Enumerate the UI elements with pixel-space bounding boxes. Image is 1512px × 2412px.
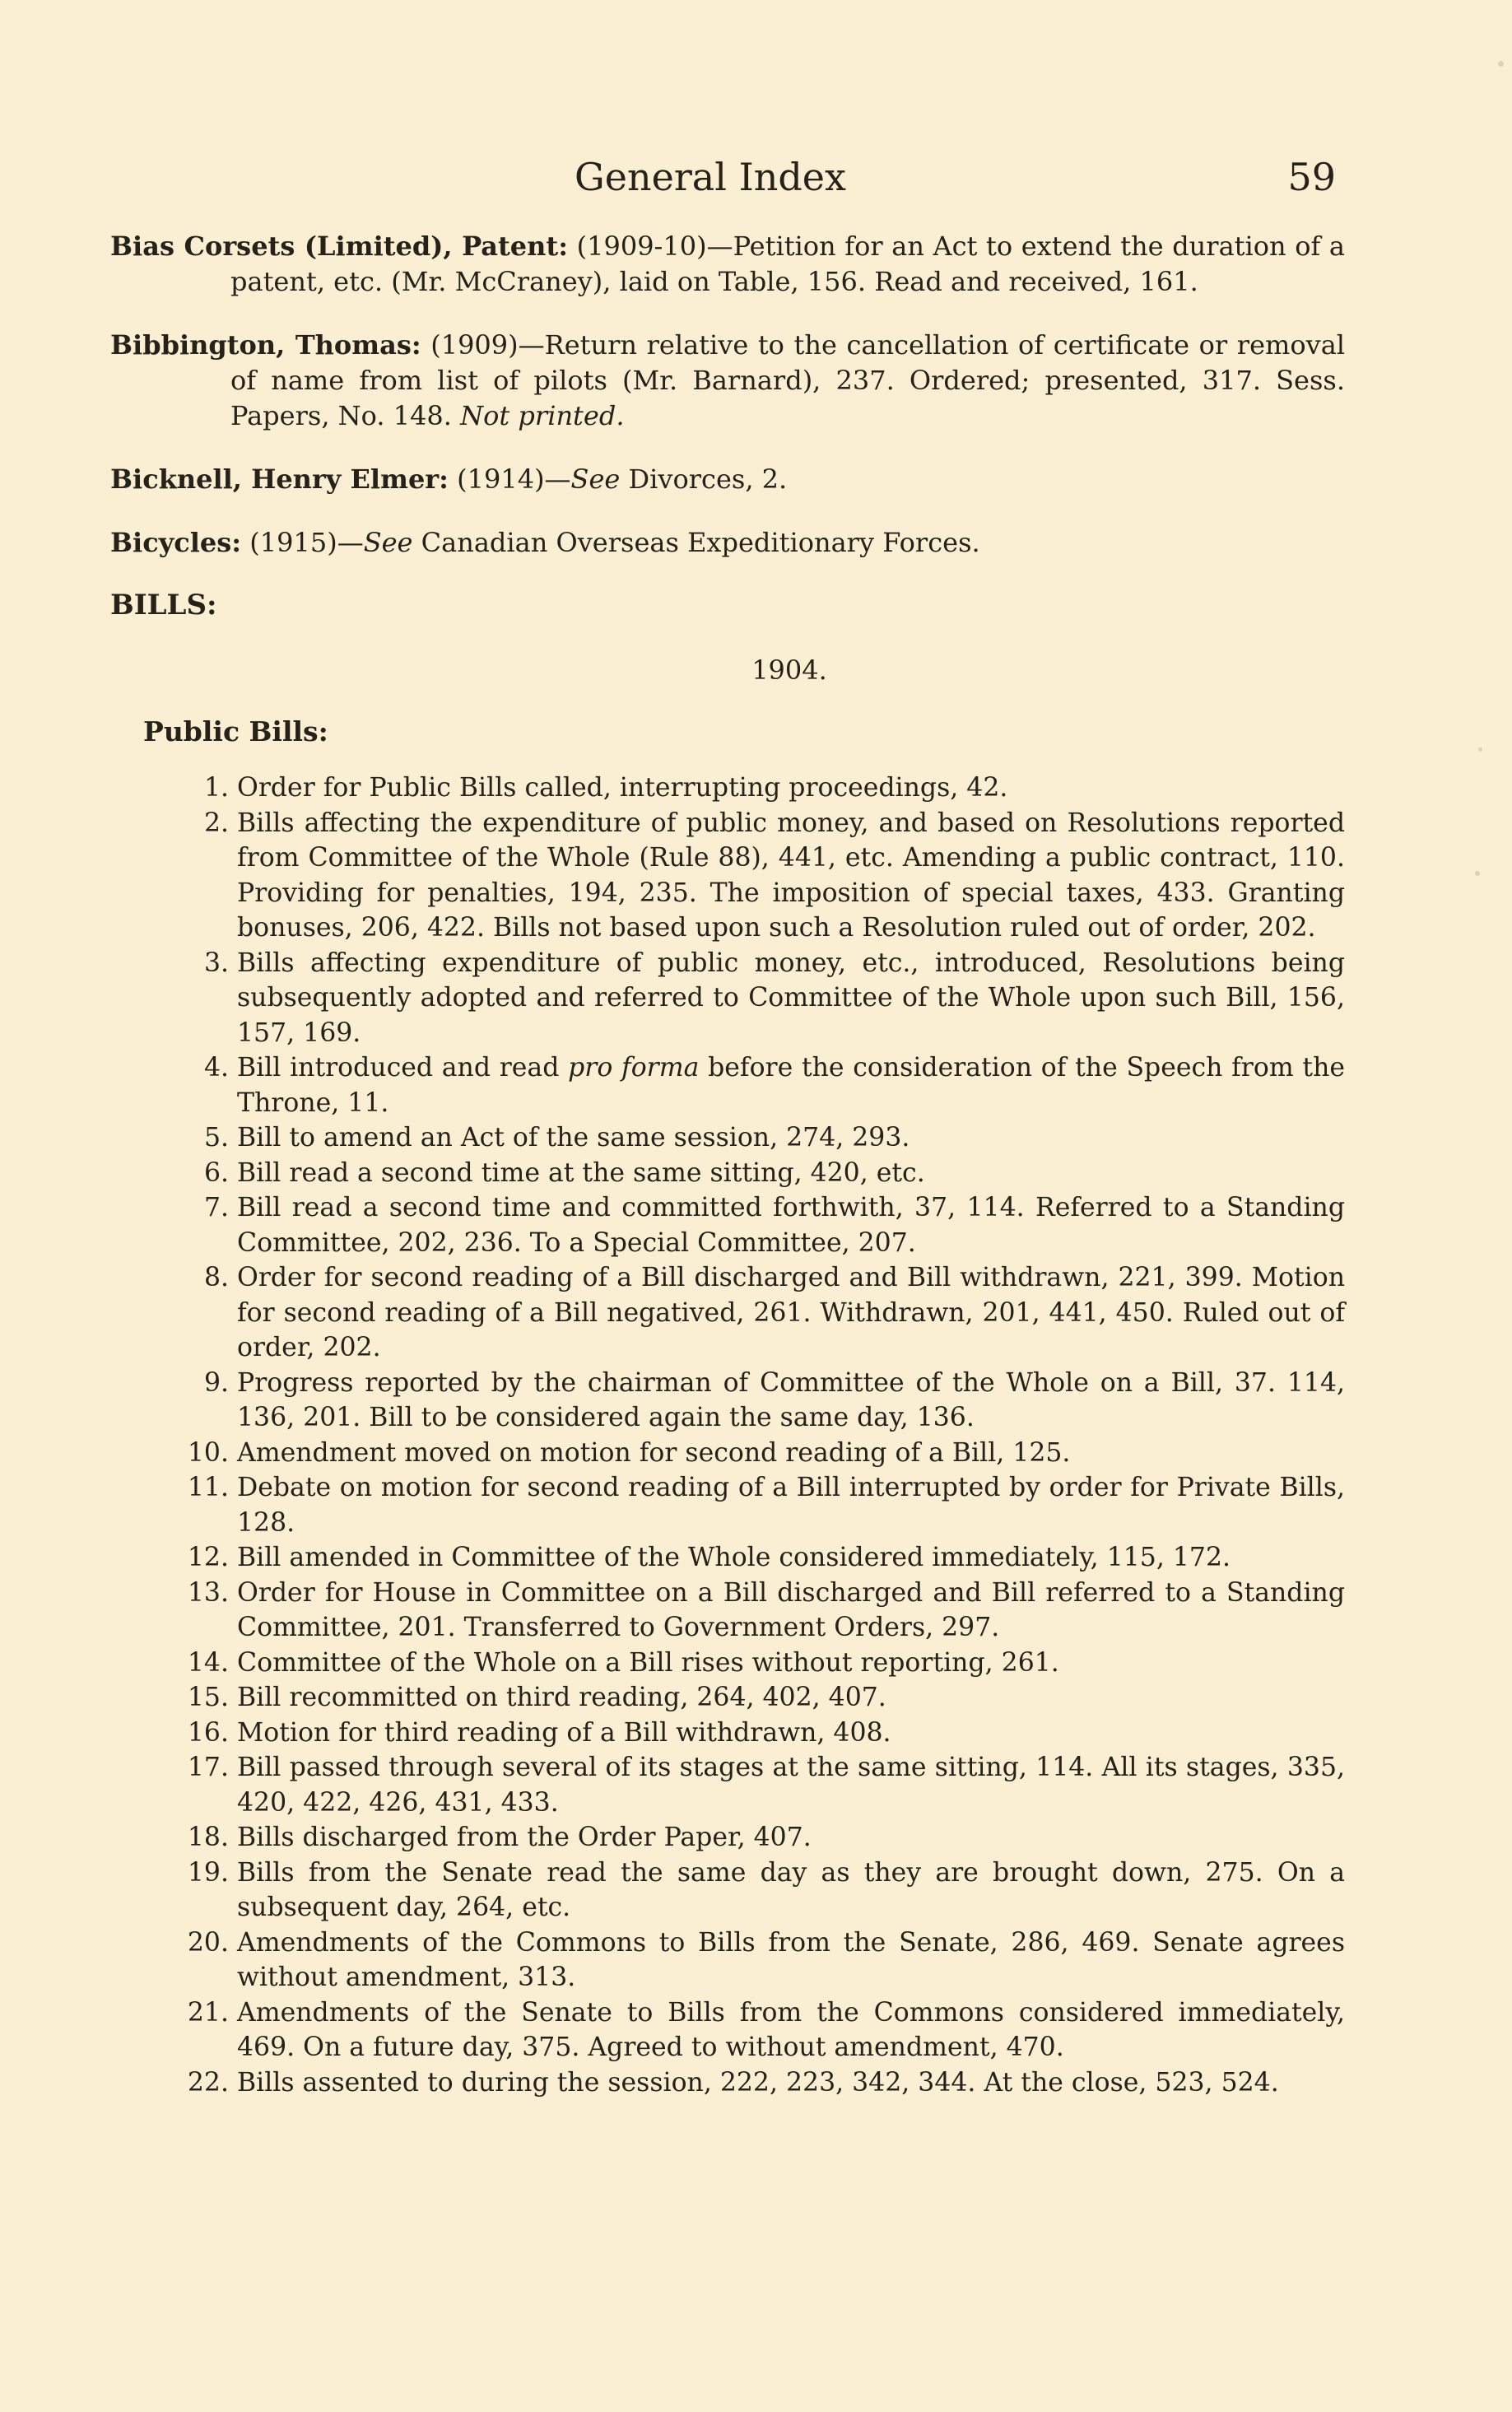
item-text: Bills assented to during the session, 222, 223, 342, 344. At the close, 523, 524. <box>237 2067 1279 2098</box>
item-number: 11. <box>187 1473 229 1502</box>
item-number: 8. <box>203 1263 229 1292</box>
list-item <box>110 946 1345 1051</box>
item-text: Amendments of the Senate to Bills from the Commons considered immediately, 469. On a future day, 375. Agreed to without amendment, 470. <box>237 1997 1345 2062</box>
see-reference-label: See <box>363 527 413 558</box>
list-item <box>110 1120 1345 1156</box>
item-text: before the consideration of the Speech from the Throne, 11. <box>237 1053 1346 1118</box>
list-item <box>110 1576 1345 1646</box>
item-text: Debate on motion for second reading of a Bill interrupted by order for Private Bills, 128. <box>237 1473 1345 1538</box>
list-item <box>110 1260 1345 1366</box>
item-number: 2. <box>203 808 229 838</box>
list-item <box>110 1820 1345 1856</box>
item-text: Order for Public Bills called, interrupting proceedings, 42. <box>237 773 1008 803</box>
entry-heading: Bicycles: <box>110 527 242 558</box>
list-item <box>110 1716 1345 1751</box>
item-number: 1. <box>203 773 229 803</box>
entry-heading: Bicknell, Henry Elmer: <box>110 463 449 495</box>
item-text: Bill introduced and read <box>237 1053 569 1083</box>
item-text: Amendments of the Commons to Bills from the Senate, 286, 469. Senate agrees without amendment, 313. <box>237 1927 1345 1992</box>
item-italic-text: pro forma <box>568 1053 700 1083</box>
item-text: Bills affecting expenditure of public money, etc., introduced, Resolutions being subsequently adopted and referred to Committee of the Whole upon such Bill, 156, 157, 169. <box>237 948 1345 1048</box>
item-number: 10. <box>187 1437 229 1468</box>
scan-speck <box>1475 871 1480 876</box>
list-item <box>110 1856 1345 1925</box>
item-text: Bill to amend an Act of the same session, 274, 293. <box>237 1123 910 1152</box>
list-item <box>110 1050 1345 1120</box>
subsection-heading: Public Bills: <box>143 715 328 747</box>
item-number: 12. <box>187 1543 229 1572</box>
list-item <box>110 771 1345 806</box>
entry-text: Petition for an Act to extend the duration of a patent, etc. (Mr. McCraney), laid on Table, 156. Read and received, 161. <box>230 230 1346 297</box>
scan-speck <box>1478 747 1482 752</box>
item-number: 5. <box>203 1123 229 1152</box>
list-item <box>110 1470 1345 1540</box>
item-number: 13. <box>187 1577 229 1608</box>
cross-reference: Canadian Overseas Expeditionary Forces. <box>421 527 980 558</box>
item-number: 20. <box>187 1927 229 1958</box>
list-item <box>110 1540 1345 1576</box>
item-text: Committee of the Whole on a Bill rises without reporting, 261. <box>237 1647 1059 1678</box>
item-text: Bill passed through several of its stages at the same sitting, 114. All its stages, 335, 420, 422, 426, 431, 433. <box>237 1753 1345 1818</box>
year-heading: 1904. <box>751 654 827 686</box>
entry-years: (1914) <box>457 463 545 495</box>
bills-list <box>110 771 1345 2100</box>
item-number: 7. <box>203 1193 229 1222</box>
item-text: Order for House in Committee on a Bill discharged and Bill referred to a Standing Committee, 201. Transferred to Government Orders, 297. <box>237 1577 1345 1642</box>
item-number: 19. <box>187 1857 229 1888</box>
see-reference-label: See <box>570 463 621 495</box>
list-item <box>110 1995 1345 2065</box>
item-number: 15. <box>187 1683 229 1712</box>
list-item <box>110 1750 1345 1820</box>
list-item <box>110 1366 1345 1436</box>
item-number: 16. <box>187 1717 229 1748</box>
item-number: 17. <box>187 1753 229 1782</box>
list-item <box>110 1925 1345 1995</box>
item-number: 18. <box>187 1823 229 1852</box>
page-header <box>0 155 1512 212</box>
entry-years: (1915) <box>249 527 337 558</box>
index-entry: Bibbington, Thomas: (1909)—Return relative to the cancellation of certificate or removal of name from list of pilots (Mr. Barnard), 237. Ordered; presented, 317. Sess. Papers, No. 148. Not printed. <box>110 329 1345 431</box>
item-number: 9. <box>203 1367 229 1398</box>
index-entries <box>110 229 1345 2100</box>
entry-heading: Bibbington, Thomas: <box>110 329 421 361</box>
list-item <box>110 806 1345 946</box>
scan-speck <box>1498 61 1504 67</box>
list-item <box>110 1680 1345 1716</box>
list-item <box>110 1436 1345 1471</box>
item-text: Motion for third reading of a Bill withdrawn, 408. <box>237 1717 891 1748</box>
entry-years: (1909-10) <box>576 230 707 262</box>
item-text: Amendment moved on motion for second reading of a Bill, 125. <box>237 1437 1071 1468</box>
index-entry: Bias Corsets (Limited), Patent: (1909-10)—Petition for an Act to extend the duration of a patent, etc. (Mr. McCraney), laid on Table, 156. Read and received, 161. <box>110 230 1346 297</box>
item-text: Order for second reading of a Bill discharged and Bill withdrawn, 221, 399. Motion for second reading of a Bill negatived, 261. Withdrawn, 201, 441, 450. Ruled out of order, 202. <box>237 1263 1345 1362</box>
item-text: Bills affecting the expenditure of public money, and based on Resolutions reported from Committee of the Whole (Rule 88), 441, etc. Amending a public contract, 110. Providing for penalties, 194, 235. The imposition of special taxes, 433. Granting bonuses, 206, 422. Bills not based upon such a Resolution ruled out of order, 202. <box>237 808 1345 943</box>
item-number: 3. <box>203 948 229 978</box>
entry-heading: Bias Corsets (Limited), Patent: <box>110 230 569 262</box>
list-item <box>110 1190 1345 1260</box>
item-text: Bills from the Senate read the same day as they are brought down, 275. On a subsequent day, 264, etc. <box>237 1857 1345 1922</box>
index-entry: Bicknell, Henry Elmer: (1914)—See Divorces, 2. <box>110 463 788 495</box>
list-item <box>110 1646 1345 1681</box>
item-number: 6. <box>203 1157 229 1188</box>
item-text: Bills discharged from the Order Paper, 407. <box>237 1823 812 1852</box>
section-heading: BILLS: <box>110 589 217 622</box>
item-text: Progress reported by the chairman of Committee of the Whole on a Bill, 37. 114, 136, 201. Bill to be considered again the same day, 136. <box>237 1367 1345 1432</box>
index-entry: Bicycles: (1915)—See Canadian Overseas Expeditionary Forces. <box>110 527 980 558</box>
running-title: General Index <box>575 155 846 199</box>
list-item <box>110 2065 1345 2101</box>
item-text: Bill amended in Committee of the Whole considered immediately, 115, 172. <box>237 1543 1231 1572</box>
item-number: 4. <box>203 1053 229 1083</box>
item-number: 14. <box>187 1647 229 1678</box>
item-number: 21. <box>187 1997 229 2028</box>
item-text: Bill read a second time and committed forthwith, 37, 114. Referred to a Standing Committee, 202, 236. To a Special Committee, 207. <box>237 1193 1345 1258</box>
item-number: 22. <box>187 2067 229 2098</box>
entry-text: Return relative to the cancellation of certificate or removal of name from list of pilots (Mr. Barnard), 237. Ordered; presented, 317. Sess. Papers, No. 148. <box>230 329 1345 431</box>
cross-reference: Divorces, 2. <box>628 463 788 495</box>
entry-note: Not printed. <box>460 400 625 431</box>
page-number: 59 <box>1287 155 1336 199</box>
list-item <box>110 1156 1345 1191</box>
item-text: Bill read a second time at the same sitting, 420, etc. <box>237 1157 925 1188</box>
item-text: Bill recommitted on third reading, 264, 402, 407. <box>237 1683 886 1712</box>
entry-years: (1909) <box>430 329 519 361</box>
